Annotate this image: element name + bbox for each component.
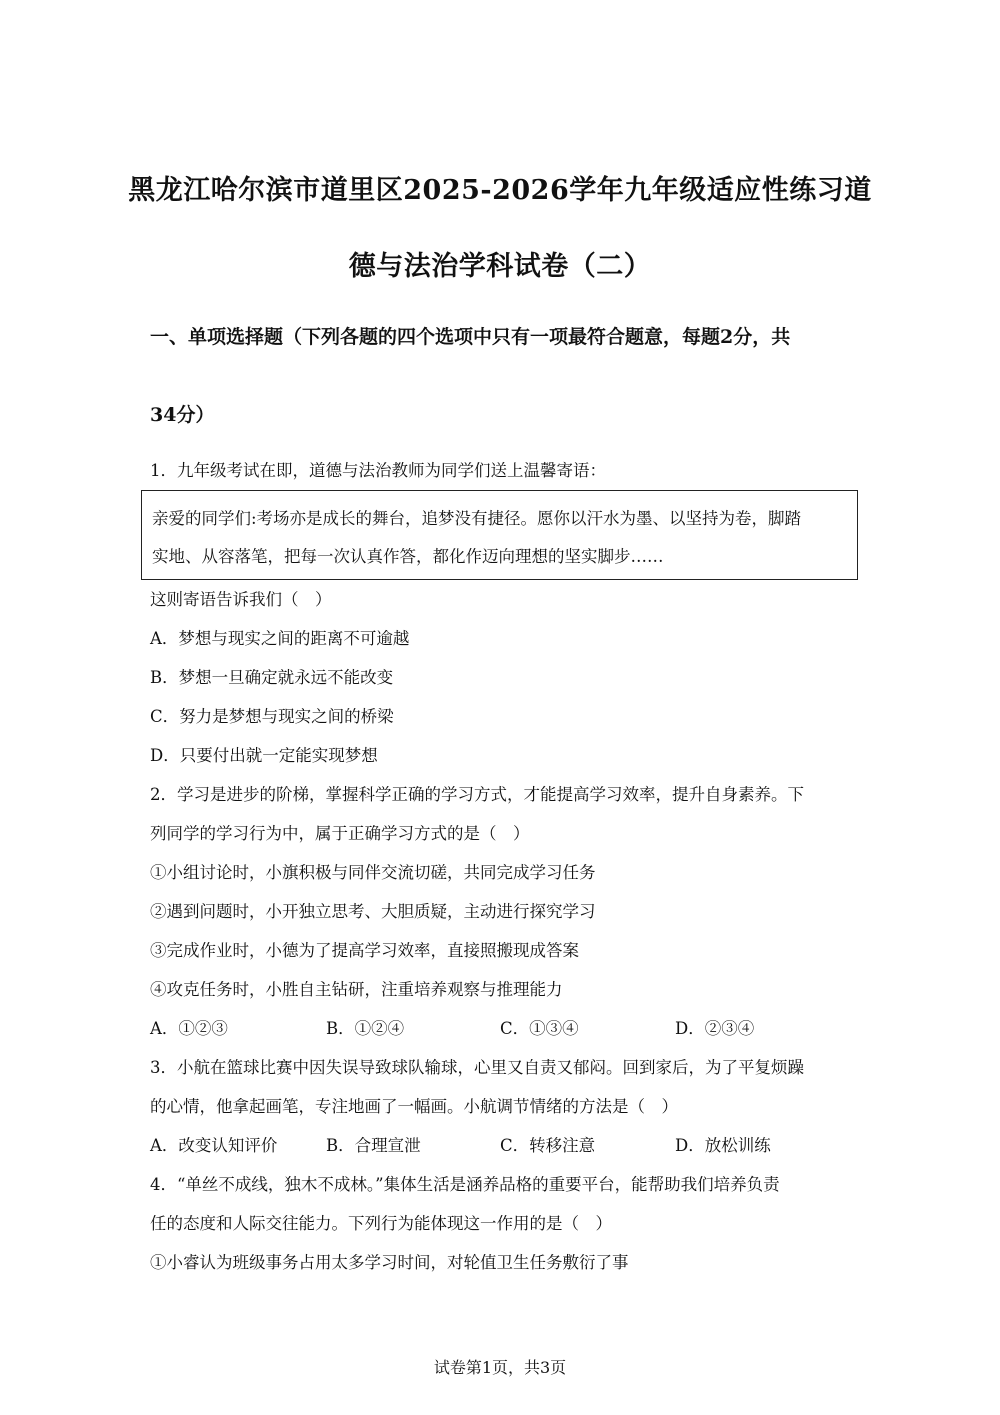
- page-footer: 试卷第1页，共3页: [433, 1358, 567, 1377]
- exam-title-line1: 黑龙江哈尔滨市道里区2025-2026学年九年级适应性练习道: [128, 175, 872, 206]
- q2-item-4: ④攻克任务时，小胜自主钻研，注重培养观察与推理能力: [150, 980, 563, 999]
- q1-stem: 1．九年级考试在即，道德与法治教师为同学们送上温馨寄语：: [150, 461, 606, 480]
- q2-option-a: A．①②③: [150, 1019, 228, 1038]
- q1-option-c: C．努力是梦想与现实之间的桥梁: [150, 707, 394, 726]
- q1-option-d: D．只要付出就一定能实现梦想: [150, 746, 378, 765]
- q2-option-b: B．①②④: [326, 1019, 405, 1038]
- q3-option-a: A．改变认知评价: [150, 1136, 278, 1155]
- section-heading-line1: 一、单项选择题（下列各题的四个选项中只有一项最符合题意，每题2分，共: [150, 326, 791, 348]
- q2-option-d: D．②③④: [675, 1019, 755, 1038]
- q1-option-a: A．梦想与现实之间的距离不可逾越: [150, 629, 410, 648]
- q2-item-1: ①小组讨论时，小旗积极与同伴交流切磋，共同完成学习任务: [150, 863, 596, 882]
- q4-item-1: ①小睿认为班级事务占用太多学习时间，对轮值卫生任务敷衍了事: [150, 1253, 629, 1272]
- q1-question: 这则寄语告诉我们（ ）: [150, 590, 332, 609]
- q4-stem-line2: 任的态度和人际交往能力。下列行为能体现这一作用的是（ ）: [150, 1214, 612, 1233]
- q2-stem-line1: 2．学习是进步的阶梯，掌握科学正确的学习方式，才能提高学习效率，提升自身素养。下: [150, 785, 804, 804]
- q2-item-3: ③完成作业时，小德为了提高学习效率，直接照搬现成答案: [150, 941, 579, 960]
- q2-option-c: C．①③④: [500, 1019, 579, 1038]
- q3-option-d: D．放松训练: [675, 1136, 771, 1155]
- q3-option-c: C．转移注意: [500, 1136, 596, 1155]
- exam-title-line2: 德与法治学科试卷（二）: [348, 251, 652, 282]
- q3-stem-line1: 3．小航在篮球比赛中因失误导致球队输球，心里又自责又郁闷。回到家后，为了平复烦躁: [150, 1058, 804, 1077]
- q3-stem-line2: 的心情，他拿起画笔，专注地画了一幅画。小航调节情绪的方法是（ ）: [150, 1097, 678, 1116]
- q1-quote-line1: 亲爱的同学们:考场亦是成长的舞台，追梦没有捷径。愿你以汗水为墨、以坚持为卷，脚踏: [152, 509, 802, 528]
- q1-quote-box: [141, 490, 858, 580]
- q2-stem-line2: 列同学的学习行为中，属于正确学习方式的是（ ）: [150, 824, 530, 843]
- q4-stem-line1: 4．“单丝不成线，独木不成林。”集体生活是涵养品格的重要平台，能帮助我们培养负责: [150, 1175, 780, 1194]
- q1-quote-line2: 实地、从容落笔，把每一次认真作答，都化作迈向理想的坚实脚步……: [152, 547, 664, 566]
- section-heading-line2: 34分）: [150, 404, 215, 426]
- q2-item-2: ②遇到问题时，小开独立思考、大胆质疑，主动进行探究学习: [150, 902, 596, 921]
- q1-option-b: B．梦想一旦确定就永远不能改变: [150, 668, 394, 687]
- q3-option-b: B．合理宣泄: [326, 1136, 421, 1155]
